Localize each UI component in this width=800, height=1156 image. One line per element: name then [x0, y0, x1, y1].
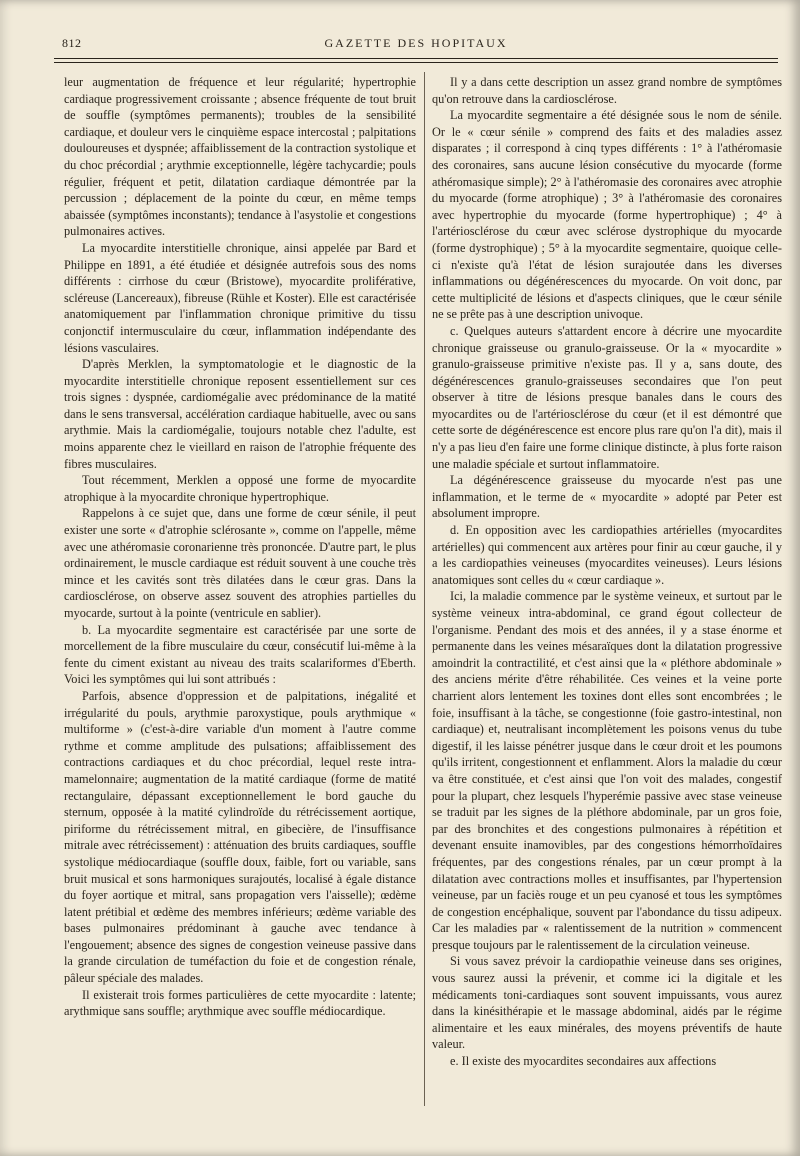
- paragraph: b. La myocardite segmentaire est caractérisée par une sorte de morcellement de la fibre musculaire du cœur, consécutif lui-même à la fente du ciment existant au niveau des traits scalariformes d'Eberth. Voici les symptômes qui lui sont attribués :: [64, 622, 416, 687]
- paragraph: leur augmentation de fréquence et leur régularité; hypertrophie cardiaque progressivement croissante ; absence fréquente de tout bruit de souffle (symptômes permanents); troubles de la sensibilité cardiaque, et douleur vers le cinquième espace intercostal ; palpitations douloureuses et dyspnée; affaiblissement de la contraction systolique et du choc précordial ; arythmie exceptionnelle, légère tachycardie; pouls régulier, fréquent et petit, dilatation cardiaque démontrée par la percussion ; déplacement de la pointe du cœur, en même temps abaissée (symptômes inconstants); tendance à l'asystolie et congestions pulmonaires actives.: [64, 75, 416, 239]
- right-column: [432, 74, 782, 1070]
- paragraph: La myocardite segmentaire a été désignée sous le nom de sénile. Or le « cœur sénile » comprend des faits et des maladies assez disparates ; il correspond à cinq types différents : 1° à l'athéromasie des coronaires, sans aucune lésion consécutive du myocarde (forme athéromasique simple); 2° à l'athéromasie des coronaires avec atrophie du myocarde (forme atrophique) ; 3° à l'athéromasie des coronaires avec hypertrophie du myocarde (forme hypertrophique) ; 4° à l'artériosclérose du cœur avec sclérose dystrophique du myocarde (forme dystrophique) ; 5° à la myocardite segmentaire, quoique celle-ci n'existe qu'à l'état de lésion surajoutée dans les diverses inflammations ou dégénérescences du myocarde. On voit donc, par cette multiplicité de lésions et d'aspects cliniques, que le cœur sénile ne se prête pas à une description univoque.: [432, 108, 782, 322]
- paragraph: e. Il existe des myocardites secondaires aux affections: [450, 1054, 717, 1069]
- paragraph: c. Quelques auteurs s'attardent encore à décrire une myocardite chronique graisseuse ou granulo-graisseuse. Or la « myocardite » granulo-graisseuse primitive n'existe pas. Il y a, sans doute, des dégénérescences granulo-graisseuses secondaires que l'on peut observer à titre de lésions presque banales dans le cours des myocardites ou de l'artériosclérose du cœur (et il est démontré que cette sorte de dégénérescence est encore plus rare qu'on l'a dit), mais il n'y a pas lieu d'en faire une forme clinique distincte, à plus forte raison une maladie spéciale et surtout inflammatoire.: [432, 323, 782, 471]
- paragraph: La myocardite interstitielle chronique, ainsi appelée par Bard et Philippe en 1891, a été étudiée et désignée autrefois sous des noms différents : cirrhose du cœur (Bristowe), myocardite proliférative, scléreuse (Lancereaux), fibreuse (Rühle et Koster). Elle est caractérisée anatomiquement par l'inflammation chronique primitive du tissu conjonctif intermusculaire du cœur, inflammation indépendante des lésions vasculaires.: [64, 240, 416, 355]
- paragraph: Parfois, absence d'oppression et de palpitations, inégalité et irrégularité du pouls, arythmie paroxystique, pouls arythmique « multiforme » (c'est-à-dire variable d'un moment à l'autre comme rythme et comme amplitude des pulsations; affaiblissement des contractions cardiaques et du choc précordial, lequel reste intra-mamelonnaire; augmentation de la matité cardiaque (forme de matité rectangulaire, dépassant exceptionnellement le bord gauche du sternum, opposée à la matité cylindroïde du rétrécissement aortique, piriforme du rétrécissement mitral, en gibecière, de l'insuffisance mitrale avec rétrécissement) : atténuation des bruits cardiaques, souffle systolique médiocardiaque (souffle doux, faible, fort ou variable, sans bruit musical et sons harmoniques surajoutés, localisé à égale distance du foyer aortique et mitral, sans propagation vers l'aisselle); œdème latent prétibial et œdème des membres inférieurs; œdème variable des bases pulmonaires prédominant à gauche avec tendance à l'engouement; absence des signes de congestion veineuse passive dans la grande circulation de tuméfaction du foie et de congestion rénale, pâleur spéciale des malades.: [64, 688, 416, 986]
- header-rule-thin: [54, 62, 778, 63]
- header-rule: [54, 58, 778, 59]
- paragraph: Rappelons à ce sujet que, dans une forme de cœur sénile, il peut exister une sorte « d'atrophie sclérosante », comme on l'appelle, même avec une athéromasie coronarienne très prononcée. D'autre part, le plus ordinairement, le muscle cardiaque est réduit souvent à une couche très mince et les cavités sont très dilatées dans le cœur gras. Dans la cardiosclérose, on observe assez souvent des atrophies partielles du myocarde, surtout à la pointe (ventricule en sablier).: [64, 506, 416, 620]
- paragraph: La dégénérescence graisseuse du myocarde n'est pas une inflammation, et le terme de « myocardite » adopté par Peter est absolument impropre.: [432, 473, 782, 521]
- page-header: [54, 36, 778, 52]
- paragraph: Ici, la maladie commence par le système veineux, et surtout par le système veineux intra-abdominal, ce grand égout collecteur de l'organisme. Pendant des mois et des années, il y a stase énorme et permanente dans les veines mésaraïques dont la dilatation progressive amoindrit la contractilité, et c'est ainsi que la « pléthore abdominale » des anciens mérite d'être réhabilitée. Ces veines et la veine porte charrient alors lentement les toxines dont elles sont encombrées ; le foie, insuffisant à la tâche, se congestionne (foie gastro-intestinal, non cardiaque) et, neutralisant incomplètement les poisons venus du tube digestif, il les laisse pénétrer jusque dans le cœur droit et les poumons qu'ils irritent, congestionnent et enflamment. Alors la maladie du cœur va être constituée, et c'est ainsi que l'on voit des malades, congestif pour la plupart, chez lesquels l'hyperémie passive avec stase veineuse se traduit par les signes de la pléthore abdominale, par un gros foie, par des bronchites et des congestions pulmonaires à répétition et devenant ensuite inamovibles, par des congestions hémorrhoïdaires fréquentes, par des congestions rénales, par un cœur prompt à la dilatation avec contractions molles et insuffisantes, par l'hypertension veineuse, par un faciès rouge et un peu cyanosé et tous les symptômes de congestion encéphalique, souvent par l'abondance du tissu adipeux. Car les maladies par « ralentissement de la nutrition » commencent presque toujours par le ralentissement de la circulation veineuse.: [432, 589, 782, 952]
- column-divider: [424, 72, 425, 1106]
- left-column: [64, 74, 416, 1020]
- paragraph: Il y a dans cette description un assez grand nombre de symptômes qu'on retrouve dans la cardiosclérose.: [432, 75, 782, 106]
- paragraph: D'après Merklen, la symptomatologie et le diagnostic de la myocardite interstitielle chronique reposent essentiellement sur ces trois signes : dyspnée, cardiomégalie avec prédominance de la matité dans le sens transversal, accélération cardiaque habituelle, avec ou sans arythmie. Mais la cardiomégalie, toujours notable chez l'adulte, est moins apparente chez le vieillard en raison de l'atrophie fréquente des fibres musculaires.: [64, 357, 416, 471]
- paragraph: Si vous savez prévoir la cardiopathie veineuse dans ses origines, vous saurez aussi la prévenir, et comme ici la digitale et les médicaments toni-cardiaques sont souvent impuissants, vous aurez dans la kinésithérapie et le massage abdominal, aidés par le régime alimentaire et les eaux minérales, des moyens préventifs de haute valeur.: [432, 954, 782, 1052]
- running-title: GAZETTE DES HOPITAUX: [324, 36, 508, 50]
- paragraph: Il existerait trois formes particulières de cette myocardite : latente; arythmique sans souffle; arythmique avec souffle médiocardique.: [64, 987, 416, 1019]
- paragraph: d. En opposition avec les cardiopathies artérielles (myocardites artérielles) qui commencent aux artères pour finir au cœur gauche, il y a les cardiopathies veineuses (myocardites veineuses). Leurs lésions anatomiques sont celles du « cœur cardiaque ».: [432, 523, 782, 587]
- page-number: 812: [62, 36, 82, 50]
- paragraph: Tout récemment, Merklen a opposé une forme de myocardite atrophique à la myocardite chronique hypertrophique.: [64, 473, 416, 504]
